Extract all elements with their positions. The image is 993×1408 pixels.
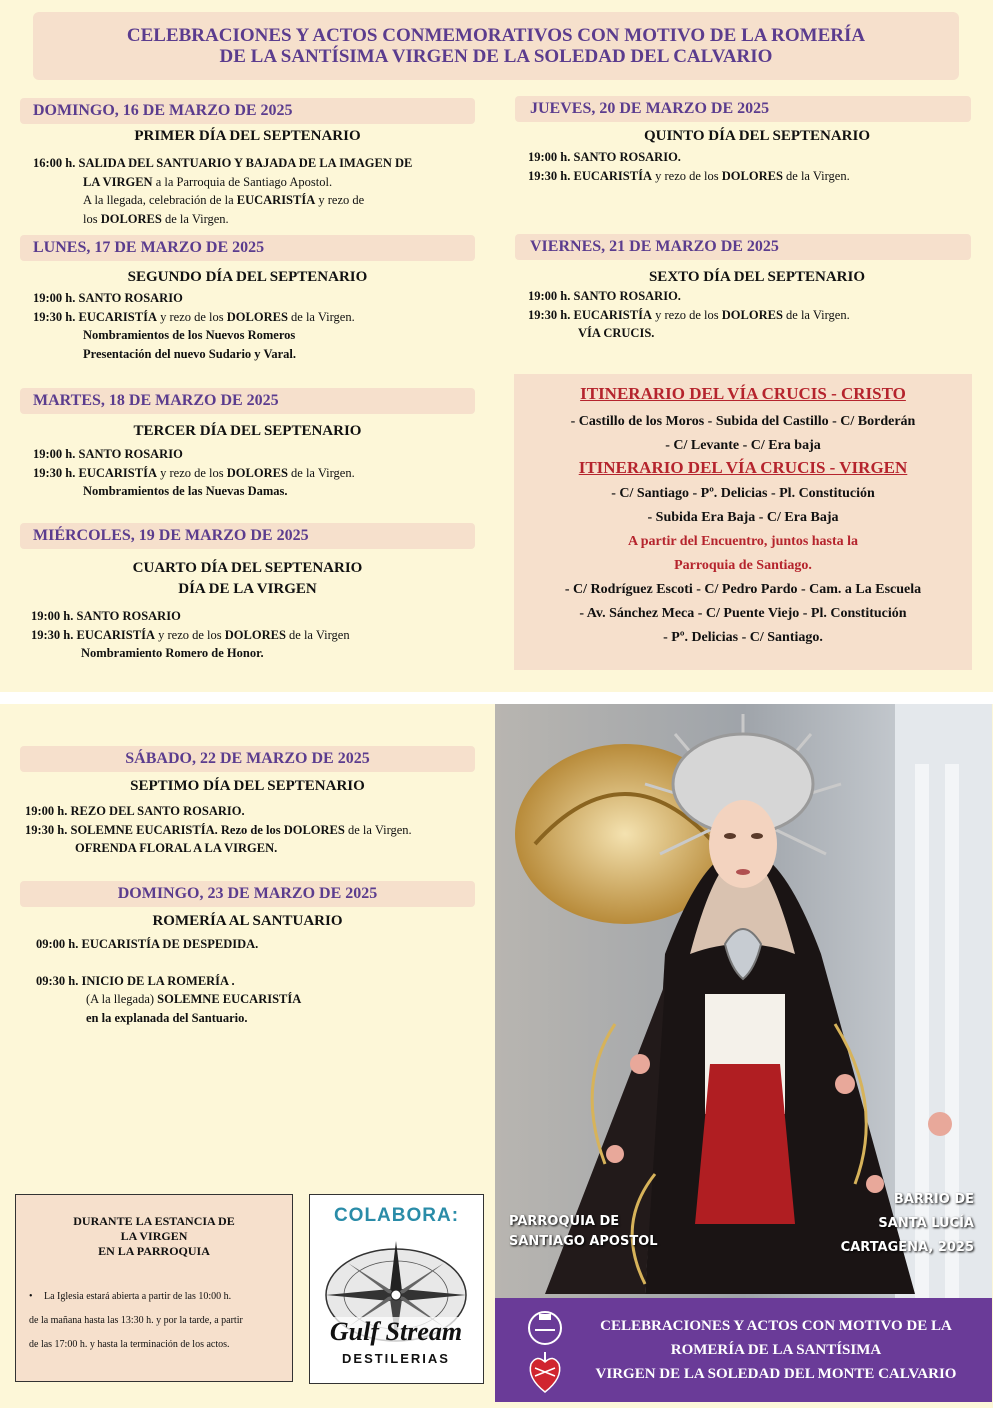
photo-caption-line: SANTA LUCÍA bbox=[878, 1216, 974, 1231]
photo-caption-line: SANTIAGO APOSTOL bbox=[509, 1234, 658, 1249]
event-text: (A la llegada) bbox=[86, 992, 158, 1006]
fold-divider bbox=[0, 692, 993, 704]
event-text: DOLORES bbox=[226, 465, 288, 480]
day-events-20 bbox=[528, 148, 968, 185]
event-line bbox=[36, 990, 476, 1009]
sponsor-brand: Gulf Stream bbox=[310, 1317, 482, 1347]
itinerary-cristo-title: ITINERARIO DEL VÍA CRUCIS - CRISTO bbox=[580, 384, 906, 403]
day-date: DOMINGO, 23 DE MARZO DE 2025 bbox=[117, 885, 378, 902]
day-events-23 bbox=[36, 935, 476, 1027]
event-line bbox=[33, 173, 478, 192]
day-date: MIÉRCOLES, 19 DE MARZO DE 2025 bbox=[33, 527, 309, 544]
event-text: y rezo de los bbox=[154, 627, 225, 642]
event-text: y rezo de bbox=[315, 193, 365, 207]
event-text: DOLORES bbox=[224, 627, 286, 642]
event-text: EUCARISTÍA bbox=[236, 193, 316, 207]
photo-caption-right bbox=[841, 1188, 974, 1260]
virgin-statue-image bbox=[495, 704, 992, 1298]
event-line bbox=[33, 210, 478, 229]
event-text: de la Virgen. bbox=[782, 307, 850, 322]
event-text: 19:30 h. EUCARISTÍA bbox=[31, 627, 155, 642]
day-events-18 bbox=[33, 445, 478, 501]
day-title-20: QUINTO DÍA DEL SEPTENARIO bbox=[643, 128, 871, 144]
day-events-22 bbox=[25, 802, 480, 858]
event-line bbox=[25, 821, 480, 840]
event-line: 19:00 h. REZO DEL SANTO ROSARIO. bbox=[25, 804, 245, 818]
stay-info-text bbox=[29, 1285, 291, 1357]
day-date: MARTES, 18 DE MARZO DE 2025 bbox=[33, 392, 279, 409]
event-text: DOLORES bbox=[100, 211, 162, 226]
sacred-heart-icon bbox=[523, 1348, 567, 1396]
event-line bbox=[528, 306, 968, 325]
event-text: de la Virgen. bbox=[287, 465, 355, 480]
event-line: 19:00 h. SANTO ROSARIO bbox=[33, 291, 183, 305]
day-header-21 bbox=[515, 234, 971, 260]
day-date: VIERNES, 21 DE MARZO DE 2025 bbox=[530, 238, 779, 255]
sponsor-box bbox=[309, 1194, 484, 1384]
itinerary-note: Parroquia de Santiago. bbox=[674, 558, 812, 573]
day-events-19 bbox=[31, 607, 476, 663]
footer-line: ROMERÍA DE LA SANTÍSIMA bbox=[670, 1342, 882, 1358]
photo-caption-left bbox=[509, 1212, 658, 1252]
day-events-21 bbox=[528, 287, 968, 343]
event-line: 19:00 h. SANTO ROSARIO bbox=[33, 447, 183, 461]
bullet-icon: • bbox=[29, 1291, 33, 1302]
coat-of-arms-icon bbox=[525, 1308, 565, 1348]
event-line: Nombramientos de los Nuevos Romeros bbox=[83, 328, 296, 342]
day-date: JUEVES, 20 DE MARZO DE 2025 bbox=[530, 100, 770, 117]
stay-info-title-line: DURANTE LA ESTANCIA DE bbox=[73, 1214, 235, 1228]
event-text: y rezo de los bbox=[651, 168, 722, 183]
day-events-17 bbox=[33, 289, 478, 363]
footer-banner bbox=[495, 1298, 992, 1402]
photo-caption-line: BARRIO DE bbox=[893, 1192, 974, 1207]
event-line: en la explanada del Santuario. bbox=[86, 1010, 248, 1025]
itinerary-line: - Subida Era Baja - C/ Era Baja bbox=[647, 510, 839, 525]
day-header-22 bbox=[20, 746, 475, 772]
day-title-line: CUARTO DÍA DEL SEPTENARIO bbox=[132, 560, 363, 576]
day-title-22: SEPTIMO DÍA DEL SEPTENARIO bbox=[130, 778, 365, 794]
day-header-23 bbox=[20, 881, 475, 907]
stay-info-text-span: La Iglesia estará abierta a partir de las 10:00 h. bbox=[44, 1291, 232, 1302]
day-date: SÁBADO, 22 DE MARZO DE 2025 bbox=[125, 750, 370, 767]
event-text: SOLEMNE EUCARISTÍA bbox=[157, 992, 302, 1006]
day-title-21: SEXTO DÍA DEL SEPTENARIO bbox=[648, 269, 866, 285]
stay-info-title-line: EN LA PARROQUIA bbox=[98, 1244, 210, 1258]
page-title bbox=[33, 12, 959, 80]
event-text: a la Parroquia de Santiago Apostol. bbox=[155, 174, 333, 189]
event-text: de la Virgen. bbox=[782, 168, 850, 183]
footer-text bbox=[571, 1314, 981, 1386]
day-date: LUNES, 17 DE MARZO DE 2025 bbox=[33, 239, 265, 256]
day-title-16: PRIMER DÍA DEL SEPTENARIO bbox=[134, 128, 361, 144]
itinerary-line: - Castillo de los Moros - Subida del Castillo - C/ Borderán bbox=[570, 414, 916, 429]
footer-line: CELEBRACIONES Y ACTOS CON MOTIVO DE LA bbox=[600, 1318, 952, 1334]
event-text: 19:30 h. EUCARISTÍA bbox=[528, 307, 652, 322]
event-text: de la Virgen. bbox=[344, 822, 412, 837]
day-title-23: ROMERÍA AL SANTUARIO bbox=[152, 913, 343, 929]
day-header-17 bbox=[20, 235, 475, 261]
event-line: 09:30 h. INICIO DE LA ROMERÍA . bbox=[36, 973, 235, 988]
day-header-18 bbox=[20, 388, 475, 414]
event-text: de la Virgen. bbox=[161, 211, 229, 226]
itinerary-line: - C/ Santiago - Pº. Delicias - Pl. Constitución bbox=[611, 486, 875, 501]
day-header-16 bbox=[20, 98, 475, 124]
event-line bbox=[33, 464, 478, 483]
itinerary-line: - C/ Rodríguez Escoti - C/ Pedro Pardo - Cam. a La Escuela bbox=[564, 582, 922, 597]
event-text: DOLORES bbox=[721, 307, 783, 322]
event-line: VÍA CRUCIS. bbox=[578, 326, 655, 340]
event-text: y rezo de los bbox=[651, 307, 722, 322]
event-line bbox=[33, 191, 478, 210]
day-events-16 bbox=[33, 154, 478, 228]
event-text: 19:30 h. EUCARISTÍA bbox=[33, 465, 157, 480]
photo-caption-line: CARTAGENA, 2025 bbox=[840, 1240, 974, 1255]
day-title-17: SEGUNDO DÍA DEL SEPTENARIO bbox=[127, 269, 368, 285]
page-title-line2: DE LA SANTÍSIMA VIRGEN DE LA SOLEDAD DEL CALVARIO bbox=[219, 46, 773, 67]
day-title-18: TERCER DÍA DEL SEPTENARIO bbox=[133, 423, 362, 439]
stay-info-box bbox=[15, 1194, 293, 1382]
stay-info-line: de las 17:00 h. y hasta la terminación de los actos. bbox=[29, 1339, 230, 1350]
event-text: los bbox=[83, 211, 101, 226]
page-title-line1: CELEBRACIONES Y ACTOS CONMEMORATIVOS CON MOTIVO DE LA ROMERÍA bbox=[126, 25, 866, 46]
event-text: de la Virgen bbox=[285, 627, 350, 642]
stay-info-title-line: LA VIRGEN bbox=[120, 1229, 188, 1243]
event-line bbox=[33, 308, 478, 327]
day-title-line: DÍA DE LA VIRGEN bbox=[178, 581, 317, 597]
event-line bbox=[31, 626, 476, 645]
event-text: LA VIRGEN bbox=[83, 174, 156, 189]
footer-line: VIRGEN DE LA SOLEDAD DEL MONTE CALVARIO bbox=[595, 1366, 957, 1382]
event-text: y rezo de los bbox=[156, 309, 227, 324]
event-text: A la llegada, celebración de la bbox=[83, 193, 237, 207]
sponsor-label: COLABORA: bbox=[333, 1205, 460, 1226]
event-text: 19:30 h. EUCARISTÍA bbox=[528, 168, 652, 183]
day-header-20 bbox=[515, 96, 971, 122]
event-text: DOLORES bbox=[283, 822, 345, 837]
event-text: 19:30 h. EUCARISTÍA bbox=[33, 309, 157, 324]
day-date: DOMINGO, 16 DE MARZO DE 2025 bbox=[33, 102, 293, 119]
event-line bbox=[528, 167, 968, 186]
event-line: OFRENDA FLORAL A LA VIRGEN. bbox=[75, 841, 278, 855]
photo-caption-line: PARROQUIA DE bbox=[509, 1214, 620, 1229]
sponsor-subbrand: DESTILERIAS bbox=[342, 1351, 450, 1366]
itinerary-virgen-title: ITINERARIO DEL VÍA CRUCIS - VIRGEN bbox=[578, 458, 908, 477]
stay-info-line bbox=[29, 1285, 291, 1309]
itinerary-line: - C/ Levante - C/ Era baja bbox=[665, 438, 821, 453]
event-line: 09:00 h. EUCARISTÍA DE DESPEDIDA. bbox=[36, 937, 259, 951]
event-line: 19:00 h. SANTO ROSARIO. bbox=[528, 289, 681, 303]
itinerary-line: - Pº. Delicias - C/ Santiago. bbox=[663, 630, 823, 645]
event-line: 19:00 h. SANTO ROSARIO bbox=[31, 609, 181, 623]
itinerary-line: - Av. Sánchez Meca - C/ Puente Viejo - Pl. Constitución bbox=[579, 606, 907, 621]
event-text: y rezo de los bbox=[156, 465, 227, 480]
event-text: 19:30 h. SOLEMNE EUCARISTÍA. Rezo de los bbox=[25, 822, 284, 837]
event-line: 16:00 h. SALIDA DEL SANTUARIO Y BAJADA DE LA IMAGEN DE bbox=[33, 156, 413, 170]
stay-info-line: de la mañana hasta las 13:30 h. y por la tarde, a partir bbox=[29, 1315, 243, 1326]
day-header-19 bbox=[20, 523, 475, 549]
event-text: DOLORES bbox=[721, 168, 783, 183]
event-line: Nombramientos de las Nuevas Damas. bbox=[83, 484, 288, 498]
event-text: de la Virgen. bbox=[287, 309, 355, 324]
itinerary-note: A partir del Encuentro, juntos hasta la bbox=[627, 534, 859, 549]
stay-info-title bbox=[16, 1214, 292, 1259]
event-text: DOLORES bbox=[226, 309, 288, 324]
day-title-19 bbox=[20, 558, 475, 600]
event-line: Presentación del nuevo Sudario y Varal. bbox=[83, 346, 296, 361]
event-line: 19:00 h. SANTO ROSARIO. bbox=[528, 150, 681, 164]
via-crucis-itinerary bbox=[514, 374, 972, 670]
event-line: Nombramiento Romero de Honor. bbox=[81, 646, 264, 660]
